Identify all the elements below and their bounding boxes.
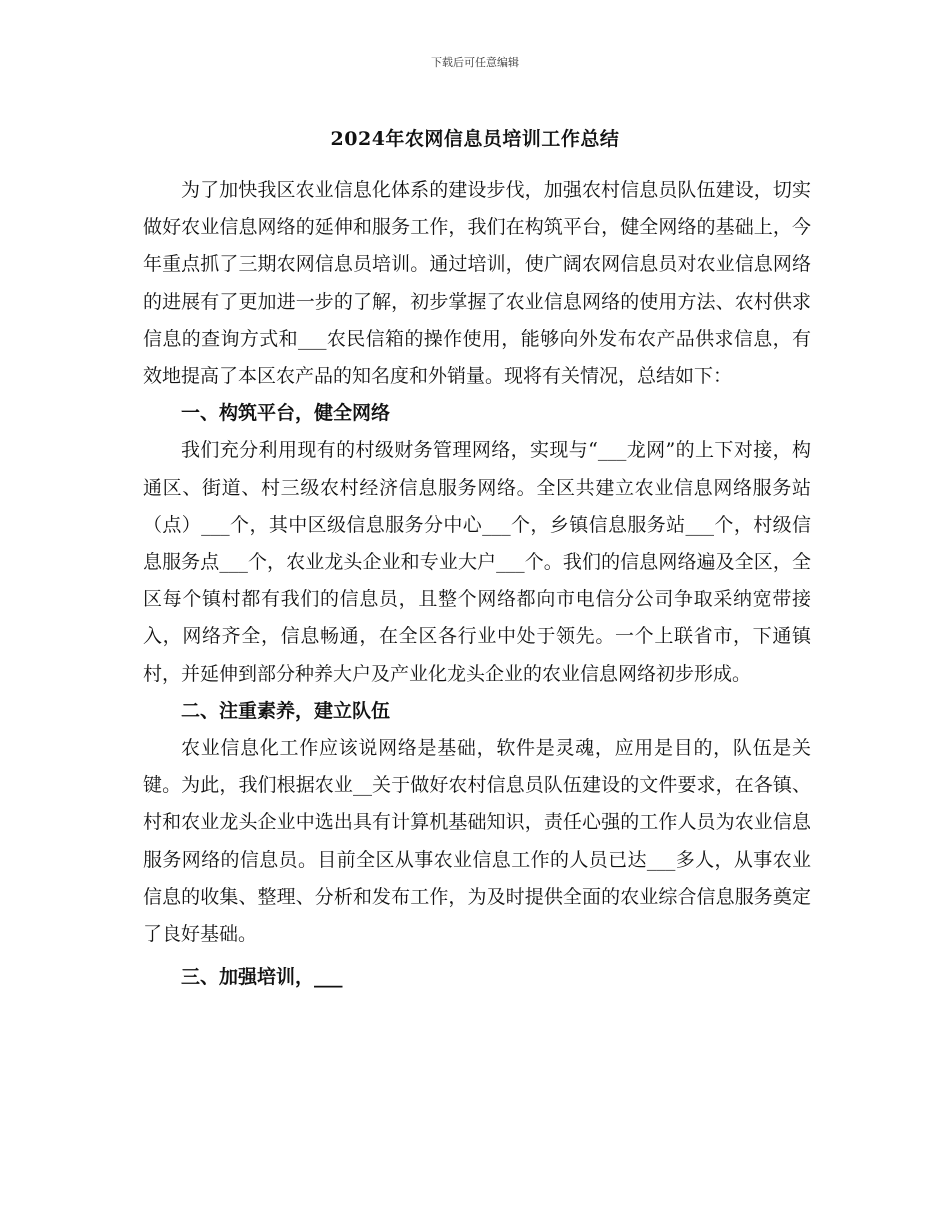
section-2-paragraph: 农业信息化工作应该说网络是基础，软件是灵魂，应用是目的，队伍是关键。为此，我们根据农业__关于做好农村信息员队伍建设的文件要求，在各镇、村和农业龙头企业中选出具有计算机基础知识，责任心强的工作人员为农业信息服务网络的信息员。目前全区从事农业信息工作的人员已达___多人，从事农业信息的收集、整理、分析和发布工作，为及时提供全面的农业综合信息服务奠定了良好基础。 bbox=[143, 737, 811, 946]
intro-paragraph: 为了加快我区农业信息化体系的建设步伐，加强农村信息员队伍建设，切实做好农业信息网络的延伸和服务工作，我们在构筑平台，健全网络的基础上，今年重点抓了三期农网信息员培训。通过培训，使广阔农网信息员对农业信息网络的进展有了更加进一步的了解，初步掌握了农业信息网络的使用方法、农村供求信息的查询方式和___农民信箱的操作使用，能够向外发布农产品供求信息，有效地提高了本区农产品的知名度和外销量。现将有关情况，总结如下： bbox=[143, 179, 811, 388]
section-heading-1: 一、构筑平台，健全网络 bbox=[181, 402, 391, 425]
page-header-note: 下载后可任意编辑 bbox=[431, 56, 519, 69]
section-heading-2: 二、注重素养，建立队伍 bbox=[181, 699, 391, 722]
document-title: 2024年农网信息员培训工作总结 bbox=[330, 128, 620, 150]
section-1-paragraph: 我们充分利用现有的村级财务管理网络，实现与“___龙网”的上下对接，构通区、街道、村三级农村经济信息服务网络。全区共建立农业信息网络服务站（点）___个，其中区级信息服务分中心___个，乡镇信息服务站___个，村级信息服务点___个，农业龙头企业和专业大户___个。我们的信息网络遍及全区，全区每个镇村都有我们的信息员，且整个网络都向市电信分公司争取采纳宽带接入，网络齐全，信息畅通，在全区各行业中处于领先。一个上联省市，下通镇村，并延伸到部分种养大户及产业化龙头企业的农业信息网络初步形成。 bbox=[143, 439, 811, 685]
section-heading-3: 三、加强培训，___ bbox=[181, 966, 343, 989]
document-body bbox=[143, 172, 811, 996]
